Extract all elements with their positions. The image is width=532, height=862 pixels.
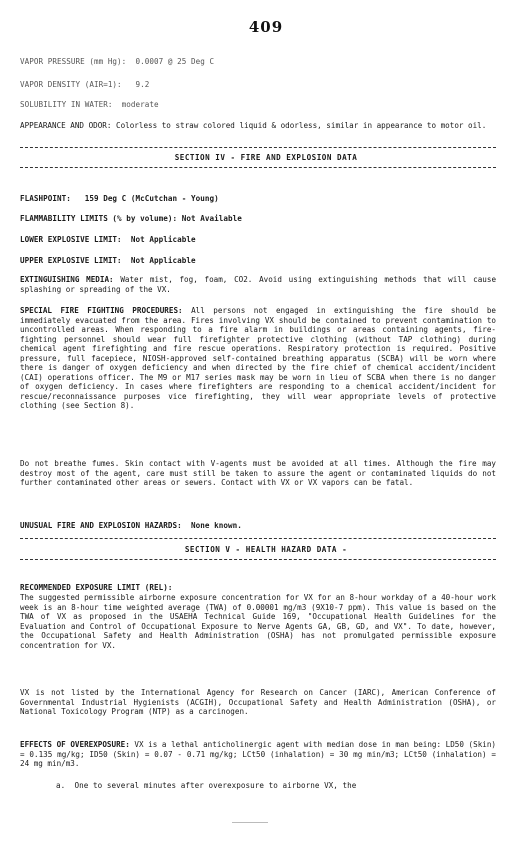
- page-number: 409: [248, 18, 284, 36]
- rel-paragraph: The suggested permissible airborne exposure concentration for VX for an 8-hour workday of a 40-hour work week is an 8-hour time weighted average (TWA) of 0.00001 mg/m3 (9X10-7 ppm). This value is based on the TWA of VX as proposed in the USAEHA Technical Guide 169, "Occupational Health Guidelines for the Evaluation and Control of Occupational Exposure to Nerve Agents GA, GB, GD, and VX". To date, however, the Occupational Safety and Health Administration (OSHA) has not promulgated permissible exposure concentration for VX.: [20, 593, 496, 650]
- special-fire-fighting-procedures: [20, 306, 496, 411]
- solubility: SOLUBILITY IN WATER: moderate: [20, 100, 159, 109]
- section-divider: [20, 559, 496, 560]
- vapor-pressure: VAPOR PRESSURE (mm Hg): 0.0007 @ 25 Deg C: [20, 57, 215, 66]
- fumes-warning: Do not breathe fumes. Skin contact with V-agents must be avoided at all times. Although the fire may destroy most of the agent, care must still be taken to assure the agent or contaminated liquids do not further contaminated other areas or sewers. Contact with VX or VX vapors can be fatal.: [20, 459, 496, 487]
- flashpoint: FLASHPOINT: 159 Deg C (McCutchan - Young): [20, 194, 219, 203]
- lower-explosive-limit: LOWER EXPLOSIVE LIMIT: Not Applicable: [20, 235, 196, 244]
- section-divider: [20, 167, 496, 168]
- effects-item-a: a. One to several minutes after overexposure to airborne VX, the: [56, 781, 357, 790]
- extinguishing-media-text: Water mist, fog, foam, CO2. Avoid using extinguishing methods that will cause splashing or spreading of the VX.: [20, 275, 497, 294]
- effects-of-overexposure: [20, 740, 496, 769]
- rel-heading: RECOMMENDED EXPOSURE LIMIT (REL):: [20, 583, 173, 592]
- section-iv-title: SECTION IV - FIRE AND EXPLOSION DATA: [174, 153, 358, 162]
- upper-explosive-limit: UPPER EXPLOSIVE LIMIT: Not Applicable: [20, 256, 196, 265]
- flammability-limits: FLAMMABILITY LIMITS (% by volume): Not Available: [20, 214, 242, 223]
- effects-text: VX is a lethal anticholinergic agent with median dose in man being: LD50 (Skin) = 0.135 mg/kg; ID50 (Skin) = 0.07 - 0.71 mg/kg; LCt50 (inhalation) = 30 mg min/m3; LCt50 (inhalation) = 24 mg min/m3.: [20, 740, 496, 768]
- carcinogen-paragraph: VX is not listed by the International Agency for Research on Cancer (IARC), American Conference of Governmental Industrial Hygienists (ACGIH), Occupational Safety and Health Administration (OSHA), or National Toxicology Program (NTP) as a carcinogen.: [20, 688, 496, 716]
- extinguishing-media-label: EXTINGUISHING MEDIA:: [20, 275, 114, 284]
- effects-label: EFFECTS OF OVEREXPOSURE:: [20, 740, 130, 749]
- unusual-hazards: UNUSUAL FIRE AND EXPLOSION HAZARDS: None known.: [20, 521, 242, 530]
- section-divider: [20, 147, 496, 148]
- extinguishing-media: [20, 275, 496, 294]
- special-procedures-label: SPECIAL FIRE FIGHTING PROCEDURES:: [20, 306, 183, 315]
- section-v-title: SECTION V - HEALTH HAZARD DATA -: [184, 545, 348, 554]
- special-procedures-text: All persons not engaged in extinguishing the fire should be immediately evacuated from the area. Fires involving VX should be contained to prevent contamination to uncontrolled areas. When responding to a fire alarm in buildings or areas containing agents, fire-fighting personnel should wear full firefighter protective clothing (without TAP clothing) during chemical agent firefighting and fire rescue operations. Respiratory protection is required. Positive pressure, full facepiece, NIOSH-approved self-contained breathing apparatus (SCBA) will be worn where there is danger of oxygen deficiency and when directed by the fire chief of chemical accident/incident (CAI) operations officer. The M9 or M17 series mask may be worn in lieu of SCBA when there is no danger of oxygen deficiency. In cases where firefighters are responding to a chemical accident/incident for rescue/reconnaissance purposes vice firefighting, they will wear appropriate levels of protective clothing (see Section 8).: [20, 306, 496, 410]
- appearance-odor: APPEARANCE AND ODOR: Colorless to straw colored liquid & odorless, similar in appearance to motor oil.: [20, 121, 487, 130]
- scan-mark: [232, 822, 268, 823]
- vapor-density: VAPOR DENSITY (AIR=1): 9.2: [20, 80, 150, 89]
- section-divider: [20, 538, 496, 539]
